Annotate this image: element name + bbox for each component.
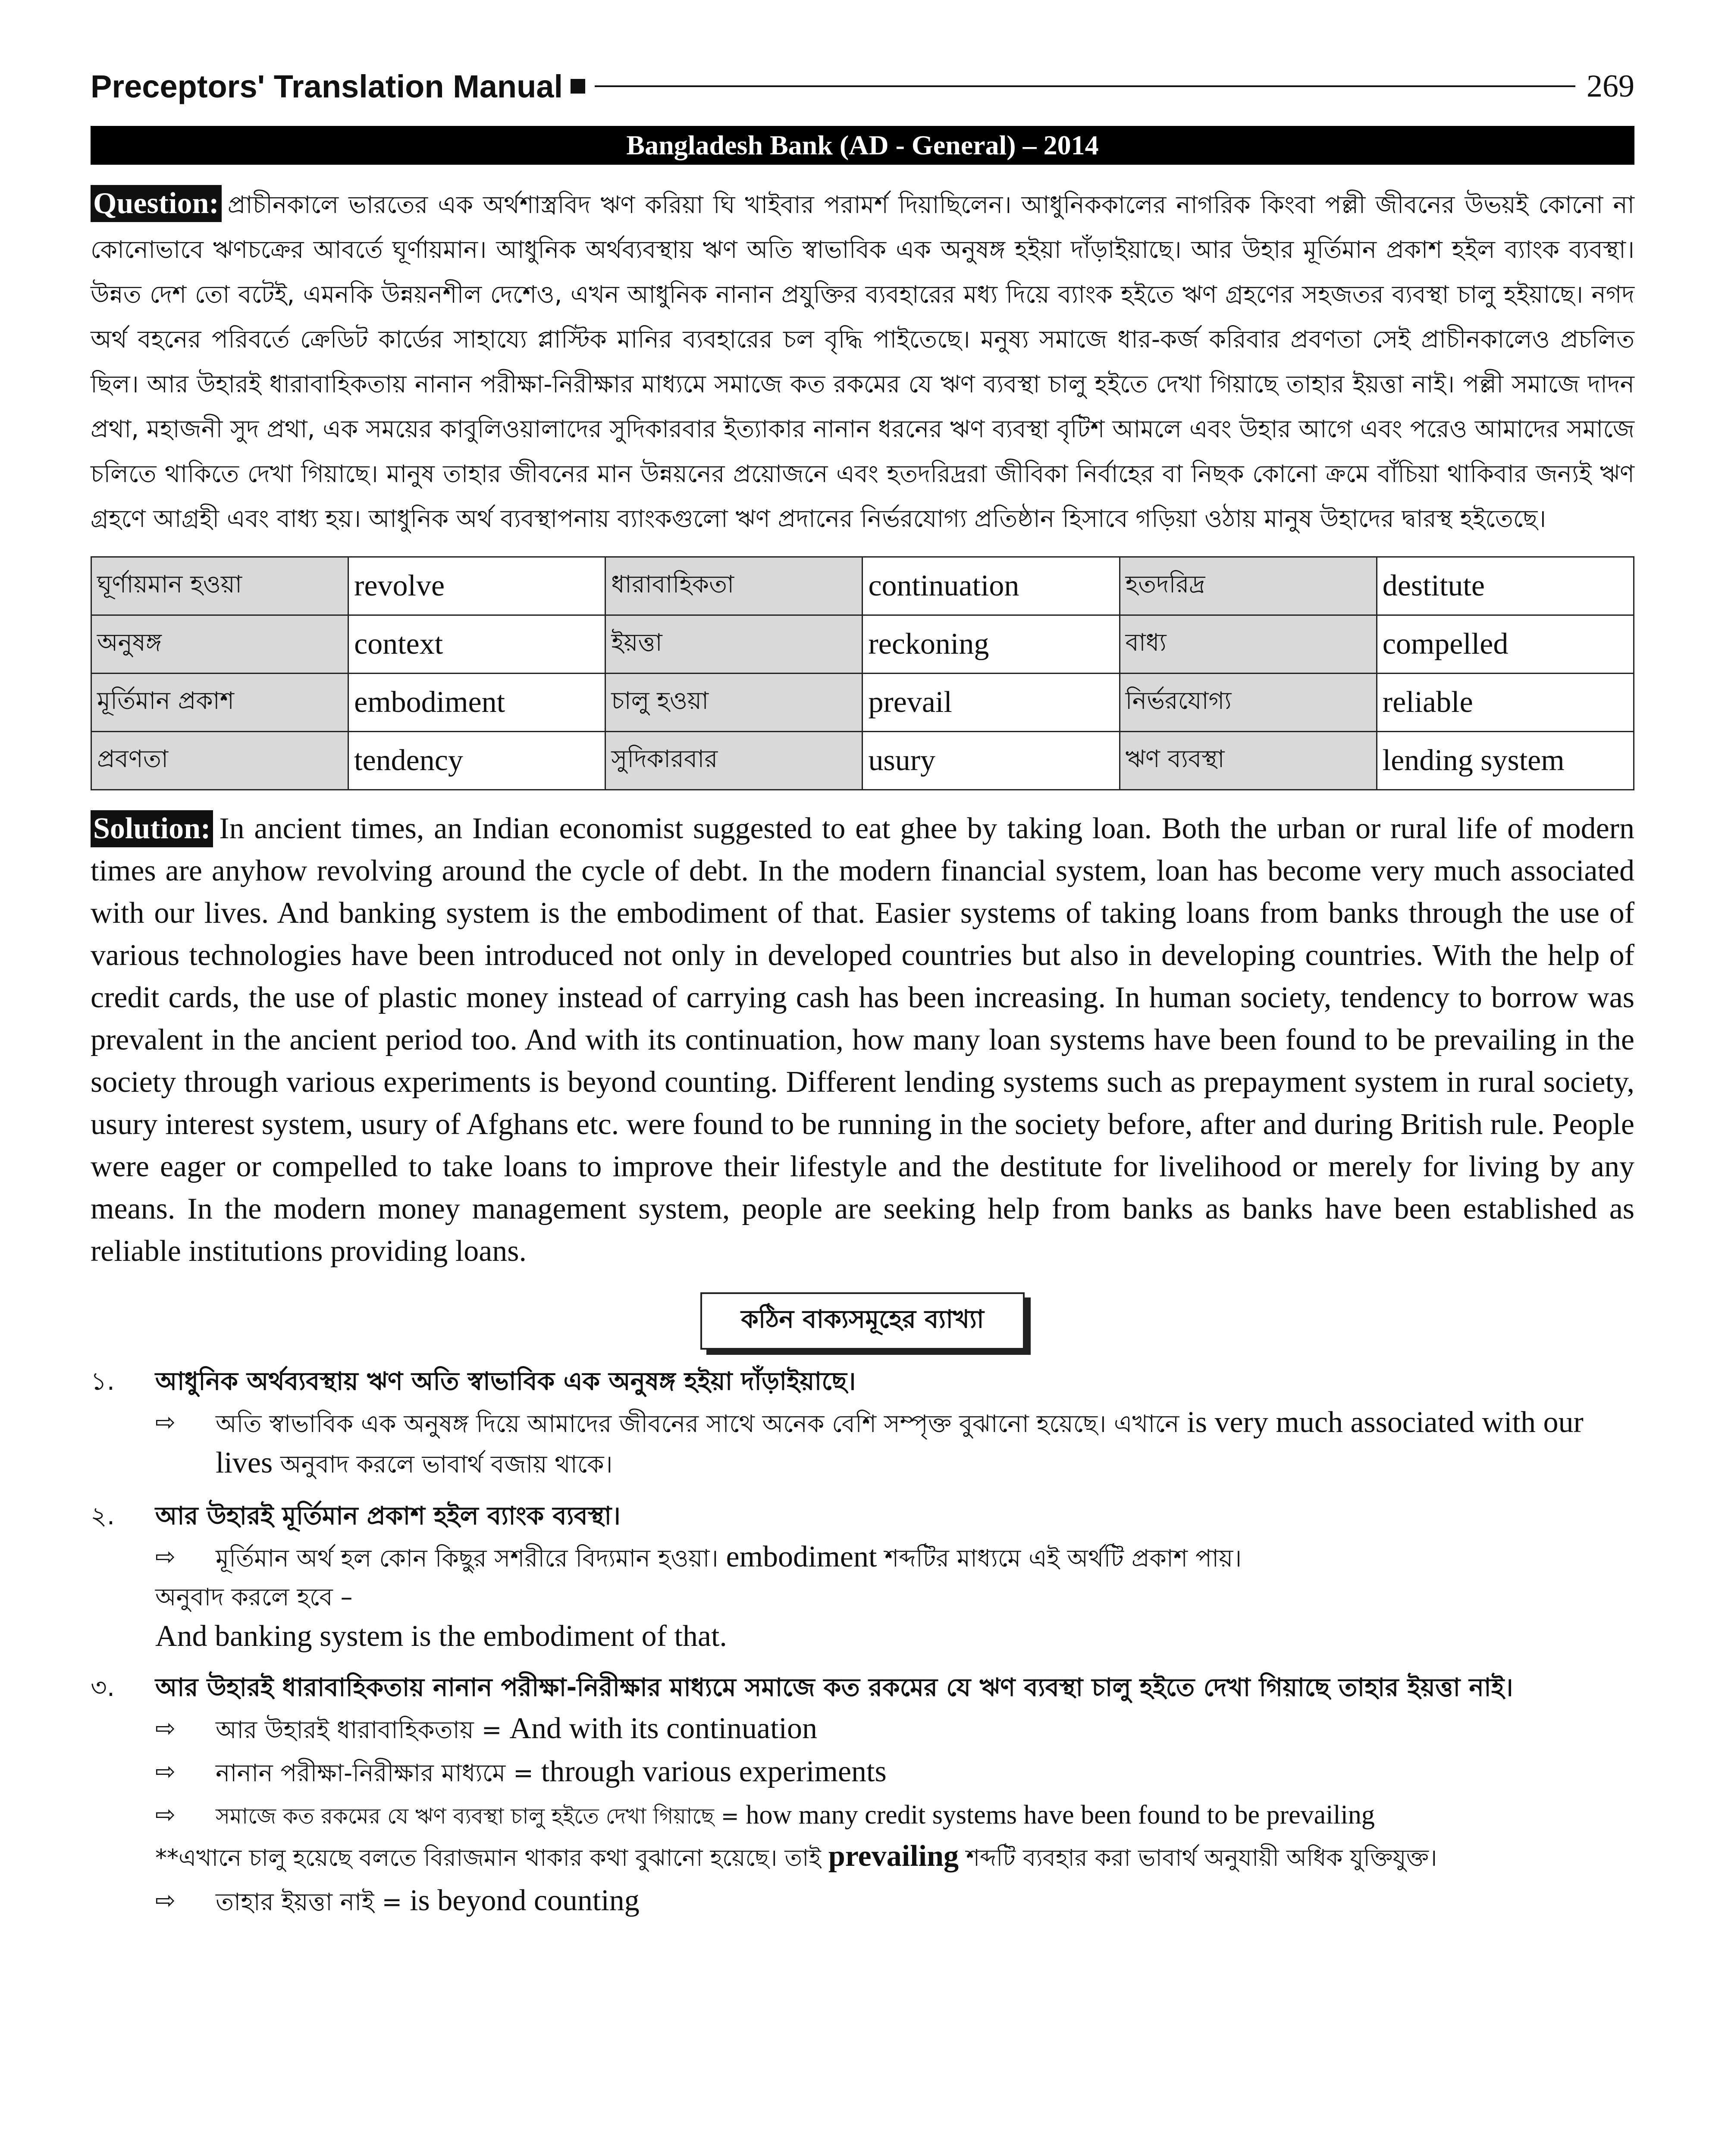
book-title: Preceptors' Translation Manual xyxy=(91,68,563,104)
document-page xyxy=(91,60,1634,1922)
point-text: আর উহারই ধারাবাহিকতায় = And with its continuation xyxy=(216,1712,817,1745)
header-rule xyxy=(595,85,1575,87)
arrow-right-icon: ⇨ xyxy=(155,1408,176,1436)
page-number: 269 xyxy=(1587,68,1634,104)
vocab-english: embodiment xyxy=(348,674,605,732)
exam-banner: Bangladesh Bank (AD - General) – 2014 xyxy=(91,126,1634,165)
vocabulary-table xyxy=(91,556,1634,790)
solution-text: In ancient times, an Indian economist suggested to eat ghee by taking loan. Both the urban or rural life of modern times are anyhow revolving around the cycle of debt. In the modern financial system, loan has become very much associated with our lives. And banking system is the embodiment of that. Easier systems of taking loans from banks through the use of various technologies have been introduced not only in developed countries but also in developing countries. With the help of credit cards, the use of plastic money instead of carrying cash has been increasing. In human society, tendency to borrow was prevalent in the ancient period too. And with its continuation, how many loan systems have been found to be prevailing in the society through various experiments is beyond counting. Different lending systems such as prepayment system in rural society, usury interest system, usury of Afghans etc. were found to be running in the society before, after and during British rule. People were eager or compelled to take loans to improve their lifestyle and the destitute for livelihood or merely for living by any means. In the modern money management system, people are seeking help from banks as banks have been established as reliable institutions providing loans. xyxy=(91,812,1634,1268)
vocab-bengali: বাধ্য xyxy=(1120,615,1377,674)
solution-paragraph xyxy=(91,808,1634,1272)
explanation-point xyxy=(155,1403,1634,1484)
explanation-item-2 xyxy=(91,1496,1634,1535)
vocab-english: revolve xyxy=(348,557,605,615)
arrow-right-icon: ⇨ xyxy=(155,1758,176,1786)
question-paragraph xyxy=(91,183,1634,542)
explanation-item-1 xyxy=(91,1362,1634,1401)
vocab-bengali: সুদিকারবার xyxy=(605,732,862,790)
section-heading: কঠিন বাক্যসমূহের ব্যাখ্যা xyxy=(700,1292,1025,1350)
vocab-bengali: ঘূর্ণায়মান হওয়া xyxy=(91,557,348,615)
point-text: সমাজে কত রকমের যে ঋণ ব্যবস্থা চালু হইতে দেখা গিয়াছে = how many credit systems have been found to be prevailing xyxy=(216,1800,1375,1830)
vocab-english: prevail xyxy=(862,674,1120,732)
vocab-english: reliable xyxy=(1377,674,1634,732)
point-text: অতি স্বাভাবিক এক অনুষঙ্গ দিয়ে আমাদের জীবনের সাথে অনেক বেশি সম্পৃক্ত বুঝানো হয়েছে। এখানে is very much associated with our lives অনুবাদ করলে ভাবার্থ বজায় থাকে। xyxy=(216,1406,1584,1479)
item-number: ২. xyxy=(91,1501,115,1530)
explanation-item-3 xyxy=(91,1668,1634,1707)
item-heading: আর উহারই ধারাবাহিকতায় নানান পরীক্ষা-নিরীক্ষার মাধ্যমে সমাজে কত রকমের যে ঋণ ব্যবস্থা চালু হইতে দেখা গিয়াছে তাহার ইয়ত্তা নাই। xyxy=(155,1673,1513,1702)
explanation-point xyxy=(155,1752,1634,1793)
explanation-point xyxy=(155,1881,1634,1922)
point-text: নানান পরীক্ষা-নিরীক্ষার মাধ্যমে = through various experiments xyxy=(216,1755,887,1788)
vocab-bengali: ঋণ ব্যবস্থা xyxy=(1120,732,1377,790)
vocab-bengali: ধারাবাহিকতা xyxy=(605,557,862,615)
vocab-english: lending system xyxy=(1377,732,1634,790)
point-text: মূর্তিমান অর্থ হল কোন কিছুর সশরীরে বিদ্যমান হওয়া। embodiment শব্দটির মাধ্যমে এই অর্থটি প্রকাশ পায়। xyxy=(216,1540,1242,1573)
vocab-english: destitute xyxy=(1377,557,1634,615)
arrow-right-icon: ⇨ xyxy=(155,1543,176,1571)
point-text: তাহার ইয়ত্তা নাই = is beyond counting xyxy=(216,1884,640,1917)
solution-label: Solution: xyxy=(91,810,213,847)
arrow-right-icon: ⇨ xyxy=(155,1887,176,1915)
question-label: Question: xyxy=(91,185,222,222)
translation-answer: And banking system is the embodiment of that. xyxy=(155,1620,727,1653)
vocab-bengali: ইয়ত্তা xyxy=(605,615,862,674)
vocab-bengali: চালু হওয়া xyxy=(605,674,862,732)
arrow-right-icon: ⇨ xyxy=(155,1714,176,1742)
question-text: প্রাচীনকালে ভারতের এক অর্থশাস্ত্রবিদ ঋণ করিয়া ঘি খাইবার পরামর্শ দিয়াছিলেন। আধুনিককালের নাগরিক কিংবা পল্লী জীবনের উভয়ই কোনো না কোনোভাবে ঋণচক্রের আবর্তে ঘূর্ণায়মান। আধুনিক অর্থব্যবস্থায় ঋণ অতি স্বাভাবিক এক অনুষঙ্গ হইয়া দাঁড়াইয়াছে। আর উহার মূর্তিমান প্রকাশ হইল ব্যাংক ব্যবস্থা। উন্নত দেশ তো বটেই, এমনকি উন্নয়নশীল দেশেও, এখন আধুনিক নানান প্রযুক্তির ব্যবহারের মধ্য দিয়ে ব্যাংক হইতে ঋণ গ্রহণের সহজতর ব্যবস্থা চালু হইয়াছে। নগদ অর্থ বহনের পরিবর্তে ক্রেডিট কার্ডের সাহায্যে প্লাস্টিক মানির ব্যবহারের চল বৃদ্ধি পাইতেছে। মনুষ্য সমাজে ধার-কর্জ করিবার প্রবণতা সেই প্রাচীনকালেও প্রচলিত ছিল। আর উহারই ধারাবাহিকতায় নানান পরীক্ষা-নিরীক্ষার মাধ্যমে সমাজে কত রকমের যে ঋণ ব্যবস্থা চালু হইতে দেখা গিয়াছে তাহার ইয়ত্তা নাই। পল্লী সমাজে দাদন প্রথা, মহাজনী সুদ প্রথা, এক সময়ের কাবুলিওয়ালাদের সুদিকারবার ইত্যাকার নানান ধরনের ঋণ ব্যবস্থা বৃটিশ আমলে এবং উহার আগে এবং পরেও আমাদের সমাজে চলিতে থাকিতে দেখা গিয়াছে। মানুষ তাহার জীবনের মান উন্নয়নের প্রয়োজনে এবং হতদরিদ্ররা জীবিকা নির্বাহের বা নিছক কোনো ক্রমে বাঁচিয়া থাকিবার জন্যই ঋণ গ্রহণে আগ্রহী এবং বাধ্য হয়। আধুনিক অর্থ ব্যবস্থাপনায় ব্যাংকগুলো ঋণ প্রদানের নির্ভরযোগ্য প্রতিষ্ঠান হিসাবে গড়িয়া ওঠায় মানুষ উহাদের দ্বারস্থ হইতেছে। xyxy=(91,191,1634,533)
vocab-bengali: হতদরিদ্র xyxy=(1120,557,1377,615)
vocab-english: compelled xyxy=(1377,615,1634,674)
vocab-english: context xyxy=(348,615,605,674)
section-heading-wrap xyxy=(91,1292,1634,1350)
square-bullet-icon xyxy=(571,79,585,94)
table-row xyxy=(91,732,1634,790)
item-heading: আর উহারই মূর্তিমান প্রকাশ হইল ব্যাংক ব্যবস্থা। xyxy=(155,1501,621,1530)
explanation-point xyxy=(155,1796,1634,1836)
explanation-point xyxy=(155,1538,1634,1578)
table-row xyxy=(91,674,1634,732)
arrow-right-icon: ⇨ xyxy=(155,1801,176,1829)
vocab-english: usury xyxy=(862,732,1120,790)
item-number: ১. xyxy=(91,1366,115,1396)
table-row xyxy=(91,615,1634,674)
vocab-bengali: নির্ভরযোগ্য xyxy=(1120,674,1377,732)
item-heading: আধুনিক অর্থব্যবস্থায় ঋণ অতি স্বাভাবিক এক অনুষঙ্গ হইয়া দাঁড়াইয়াছে। xyxy=(155,1366,856,1396)
vocab-bengali: প্রবণতা xyxy=(91,732,348,790)
vocab-bengali: অনুষঙ্গ xyxy=(91,615,348,674)
explanation-note: **এখানে চালু হয়েছে বলতে বিরাজমান থাকার কথা বুঝানো হয়েছে। তাই prevailing শব্দটি ব্যবহার করা ভাবার্থ অনুযায়ী অধিক যুক্তিযুক্ত। xyxy=(155,1839,1437,1873)
vocab-english: tendency xyxy=(348,732,605,790)
vocab-bengali: মূর্তিমান প্রকাশ xyxy=(91,674,348,732)
vocab-english: reckoning xyxy=(862,615,1120,674)
running-header xyxy=(91,60,1634,112)
explanation-point xyxy=(155,1709,1634,1750)
table-row xyxy=(91,557,1634,615)
item-number: ৩. xyxy=(91,1673,115,1702)
vocab-english: continuation xyxy=(862,557,1120,615)
translation-intro: অনুবাদ করলে হবে – xyxy=(155,1583,353,1611)
